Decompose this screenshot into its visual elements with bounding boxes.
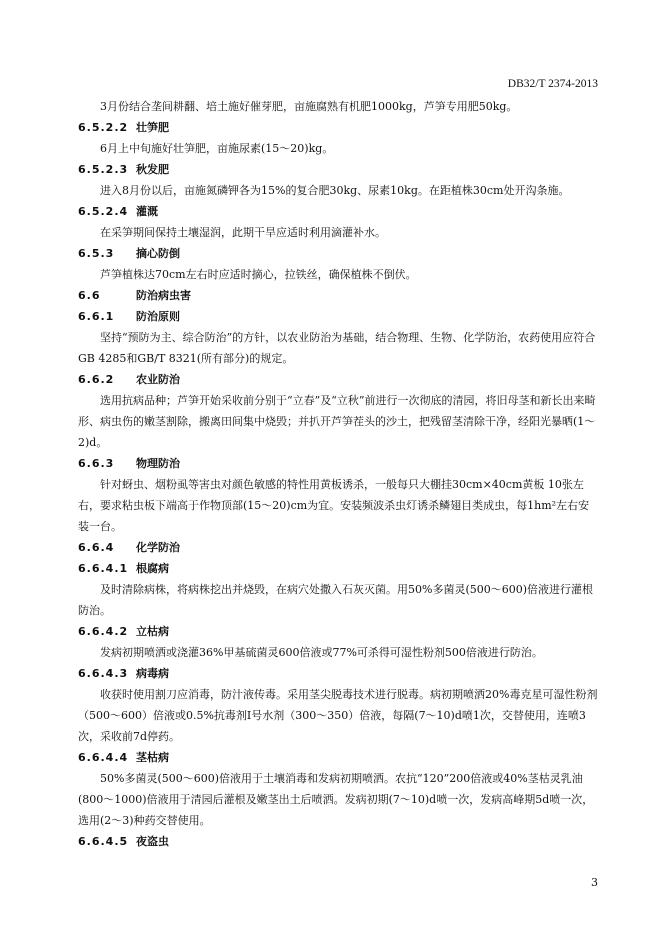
section-heading (78, 831, 600, 852)
paragraph: 选用抗病品种；芦笋开始采收前分别于“立春”及“立秋”前进行一次彻底的清园，将旧母茎和新长出来畸形、病虫伤的嫩茎割除，搬离田间集中烧毁；并扒开芦笋茬头的沙土，把残留茎清除干净，经阳光暴晒(1～2)d。 (78, 394, 596, 449)
paragraph: 发病初期喷洒或浇灌36%甲基硫菌灵600倍液或77%可杀得可湿性粉剂500倍液进行防治。 (100, 646, 543, 659)
section-title: 农业防治 (136, 373, 180, 386)
section-heading (78, 306, 600, 327)
section-heading (78, 558, 600, 579)
section-title: 病毒病 (136, 667, 169, 680)
section-title: 防治原则 (136, 310, 180, 323)
paragraph: 芦笋植株达70cm左右时应适时摘心，拉铁丝，确保植株不倒伏。 (100, 268, 417, 281)
section-title: 化学防治 (136, 541, 180, 554)
section-heading (78, 201, 600, 222)
section-heading (78, 117, 600, 138)
paragraph: 针对蚜虫、烟粉虱等害虫对颜色敏感的特性用黄板诱杀，一般每只大棚挂30cm×40cm黄板 10张左右，要求粘虫板下端高于作物顶部(15～20)cm为宜。安装频波杀虫灯诱杀鳞翅目类成虫，每1hm²左右安装一台。 (78, 478, 590, 533)
section-number: 6.5.3 (78, 247, 115, 260)
section-heading (78, 159, 600, 180)
section-number: 6.5.2.3 (78, 163, 129, 176)
paragraph: 及时清除病株，将病株挖出并烧毁，在病穴处撒入石灰灭菌。用50%多菌灵(500～600)倍液进行灌根防治。 (78, 583, 594, 617)
section-title: 防治病虫害 (136, 289, 191, 302)
document-body (78, 96, 600, 852)
paragraph: 3月份结合垄间耕翻、培土施好催芽肥，亩施腐熟有机肥1000kg，芦笋专用肥50kg。 (100, 100, 518, 113)
section-number: 6.6.2 (78, 373, 115, 386)
section-number: 6.6.4.4 (78, 751, 129, 764)
section-number: 6.6.4.5 (78, 835, 129, 848)
section-heading (78, 285, 600, 306)
paragraph: 6月上中旬施好壮笋肥，亩施尿素(15～20)kg。 (100, 142, 334, 155)
section-title: 摘心防倒 (136, 247, 180, 260)
section-number: 6.6.4.2 (78, 625, 129, 638)
section-title: 茎枯病 (136, 751, 169, 764)
section-number: 6.5.2.2 (78, 121, 129, 134)
section-title: 壮笋肥 (136, 121, 169, 134)
section-heading (78, 621, 600, 642)
section-number: 6.6.4.1 (78, 562, 129, 575)
section-title: 秋发肥 (136, 163, 169, 176)
standard-code: DB32/T 2374-2013 (507, 78, 598, 90)
page-number: 3 (591, 876, 598, 889)
section-title: 立枯病 (136, 625, 169, 638)
section-number: 6.5.2.4 (78, 205, 129, 218)
section-number: 6.6.4.3 (78, 667, 129, 680)
paragraph: 收获时使用割刀应消毒，防汁液传毒。采用茎尖脱毒技术进行脱毒。病初期喷洒20%毒克星可湿性粉剂（500～600）倍液或0.5%抗毒剂Ⅰ号水剂（300～350）倍液，每隔(7～10)d喷1次，交替使用，连喷3次，采收前7d停药。 (78, 688, 598, 743)
section-number: 6.6.1 (78, 310, 115, 323)
section-heading (78, 663, 600, 684)
section-number: 6.6.4 (78, 541, 115, 554)
paragraph: 进入8月份以后，亩施氮磷钾各为15%的复合肥30kg、尿素10kg。在距植株30cm处开沟条施。 (100, 184, 570, 197)
section-title: 夜盗虫 (136, 835, 169, 848)
section-heading (78, 243, 600, 264)
section-title: 物理防治 (136, 457, 180, 470)
section-heading (78, 369, 600, 390)
paragraph: 在采笋期间保持土壤湿润，此期干旱应适时利用滴灌补水。 (100, 226, 386, 239)
paragraph: 坚持“预防为主、综合防治”的方针，以农业防治为基础，结合物理、生物、化学防治，农药使用应符合GB 4285和GB/T 8321(所有部分)的规定。 (78, 331, 596, 365)
paragraph: 50%多菌灵(500～600)倍液用于土壤消毒和发病初期喷洒。农抗“120”200倍液或40%茎枯灵乳油(800～1000)倍液用于清园后灌根及嫩茎出土后喷洒。发病初期(7～10)d喷一次，发病高峰期5d喷一次，选用(2～3)种药交替使用。 (78, 772, 594, 827)
section-number: 6.6 (78, 289, 101, 302)
section-heading (78, 747, 600, 768)
section-title: 根腐病 (136, 562, 169, 575)
section-number: 6.6.3 (78, 457, 115, 470)
section-title: 灌溉 (136, 205, 158, 218)
section-heading (78, 537, 600, 558)
section-heading (78, 453, 600, 474)
